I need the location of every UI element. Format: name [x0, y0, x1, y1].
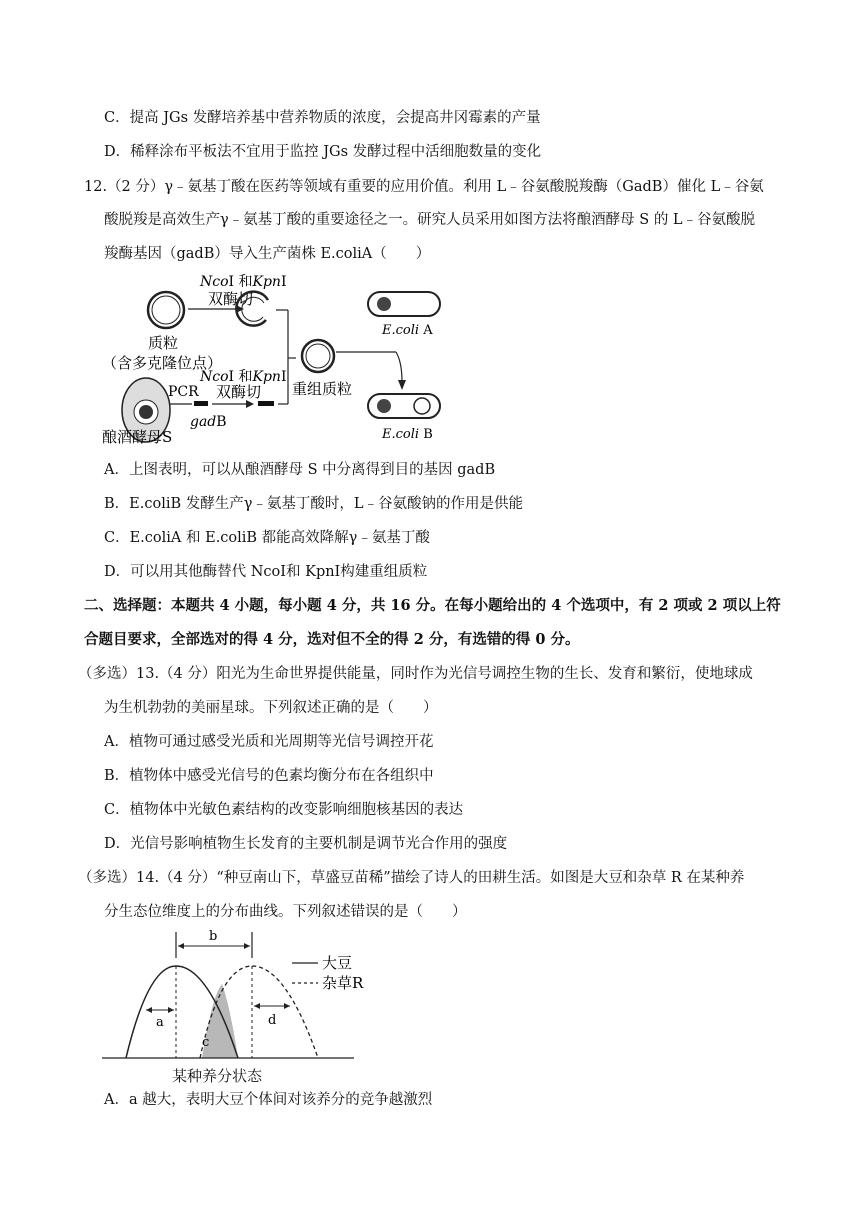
q12-option-d: D．可以用其他酶替代 NcoⅠ和 KpnⅠ构建重组质粒	[104, 564, 428, 580]
enzyme-label-top: NcoI 和KpnI	[200, 274, 287, 290]
enzyme-label-bottom: NcoI 和KpnI	[200, 369, 287, 385]
q12-option-b: B．E.coliB 发酵生产γ﹣氨基丁酸时，L﹣谷氨酸钠的作用是供能	[104, 496, 524, 512]
q12-stem-line2: 酸脱羧是高效生产γ﹣氨基丁酸的重要途径之一。研究人员采用如图方法将酿酒酵母 S 的 L﹣谷氨酸脱	[104, 212, 756, 228]
ecoli-b-label: E.coli B	[382, 427, 433, 442]
q14-stem-line1: （多选）14.（4 分）“种豆南山下，草盛豆苗稀”描绘了诗人的田耕生活。如图是大豆和杂草 R 在某种养	[78, 870, 745, 886]
q12-stem-line1: 12.（2 分）γ﹣氨基丁酸在医药等领域有重要的应用价值。利用 L﹣谷氨酸脱羧酶（GadB）催化 L﹣谷氨	[84, 179, 764, 195]
q13-option-b: B．植物体中感受光信号的色素均衡分布在各组织中	[104, 768, 434, 784]
ecoli-a-label: E.coli A	[382, 323, 433, 338]
q14-option-a: A．a 越大，表明大豆个体间对该养分的竞争越激烈	[104, 1092, 433, 1108]
yeast-label: 酿酒酵母S	[102, 428, 173, 446]
q13-option-c: C．植物体中光敏色素结构的改变影响细胞核基因的表达	[104, 802, 464, 818]
recombinant-plasmid-icon	[302, 340, 334, 372]
q13-option-d: D．光信号影响植物生长发育的主要机制是调节光合作用的强度	[104, 836, 508, 852]
q12-stem-line3: 羧酶基因（gadB）导入生产菌株 E.coliA（ ）	[104, 246, 431, 262]
section2-heading-line1: 二、选择题：本题共 4 小题，每小题 4 分，共 16 分。在每小题给出的 4 个选项中，有 2 项或 2 项以上符	[84, 597, 781, 614]
q13-stem-line2: 为生机勃勃的美丽星球。下列叙述正确的是（ ）	[104, 700, 438, 716]
label-d: d	[268, 1013, 277, 1028]
q13-stem-line1: （多选）13.（4 分）阳光为生命世界提供能量，同时作为光信号调控生物的生长、发育和繁衍，使地球成	[78, 666, 753, 682]
x-axis-label: 某种养分状态	[172, 1067, 263, 1085]
label-c: c	[202, 1035, 210, 1050]
plasmid-note-label: （含多克隆位点）	[102, 354, 223, 372]
q12-option-a: A．上图表明，可以从酿酒酵母 S 中分离得到目的基因 gadB	[104, 462, 496, 478]
gene-label: gadB	[190, 414, 227, 430]
double-cut-label-top: 双酶切	[208, 290, 254, 308]
plasmid-label: 质粒	[148, 334, 179, 352]
q11-option-d: D．稀释涂布平板法不宜用于监控 JGs 发酵过程中活细胞数量的变化	[104, 144, 542, 160]
q13-option-a: A．植物可通过感受光质和光周期等光信号调控开花	[104, 734, 434, 750]
legend-soybean: 大豆	[322, 954, 353, 972]
niche-curve-figure	[96, 926, 396, 1062]
legend-weed: 杂草R	[322, 974, 364, 992]
label-b: b	[209, 929, 218, 944]
plasmid-icon	[148, 292, 184, 328]
q12-option-c: C．E.coliA 和 E.coliB 都能高效降解γ﹣氨基丁酸	[104, 530, 430, 546]
recombinant-plasmid-label: 重组质粒	[292, 380, 353, 398]
q14-stem-line2: 分生态位维度上的分布曲线。下列叙述错误的是（ ）	[104, 904, 467, 920]
label-a: a	[156, 1015, 164, 1030]
double-cut-label-bottom: 双酶切	[216, 383, 262, 401]
section2-heading-line2: 合题目要求，全部选对的得 4 分，选对但不全的得 2 分，有选错的得 0 分。	[84, 631, 580, 648]
pcr-label: PCR	[168, 384, 199, 400]
q11-option-c: C．提高 JGs 发酵培养基中营养物质的浓度，会提高井冈霉素的产量	[104, 110, 541, 126]
recombinant-plasmid-figure	[100, 270, 460, 450]
